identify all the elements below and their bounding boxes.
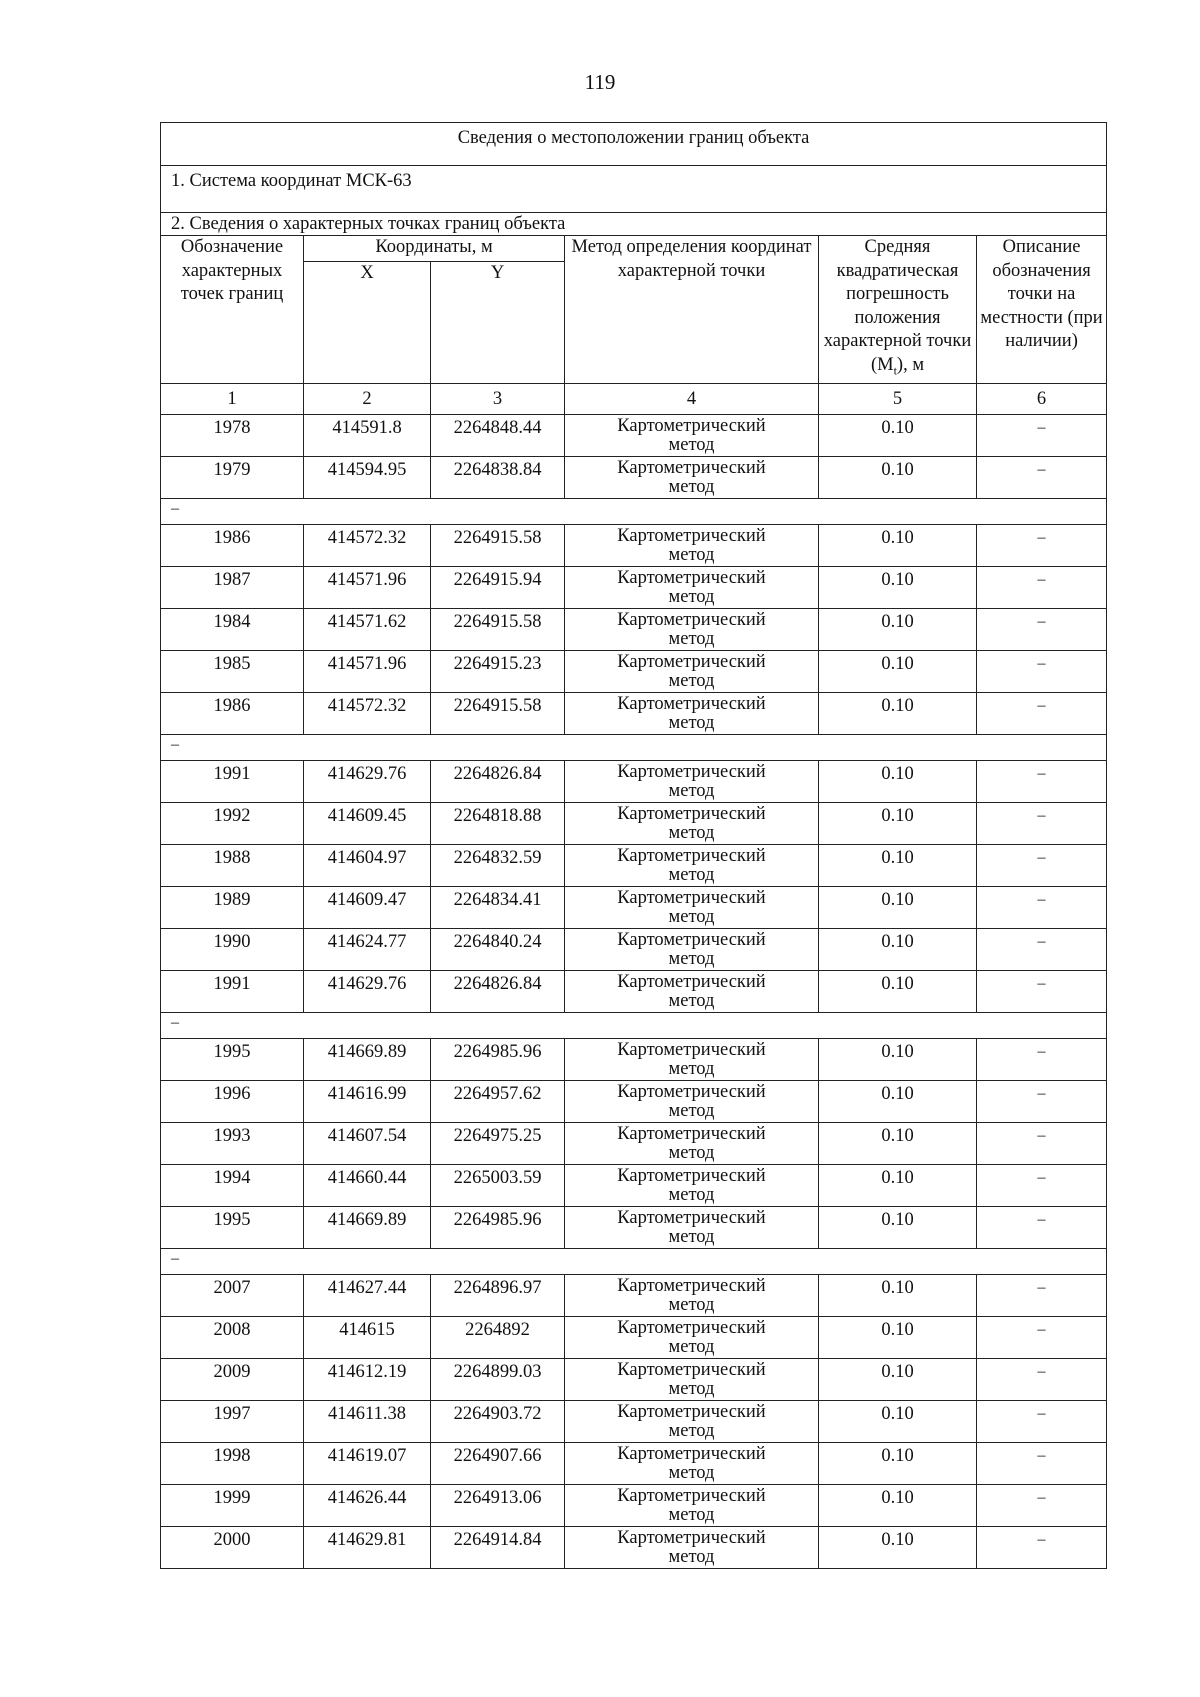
point-id: 1990 bbox=[161, 928, 304, 970]
coord-y: 2264832.59 bbox=[431, 844, 565, 886]
method-line-1: Картометрический bbox=[617, 609, 766, 630]
method-line-1: Картометрический bbox=[617, 1039, 766, 1060]
method-cell bbox=[565, 524, 819, 566]
mean-error: 0.10 bbox=[819, 970, 977, 1012]
coord-y: 2264915.58 bbox=[431, 692, 565, 734]
table-row bbox=[161, 1526, 1107, 1568]
method-line-1: Картометрический bbox=[617, 1401, 766, 1422]
point-id: 1997 bbox=[161, 1400, 304, 1442]
point-description: – bbox=[977, 1274, 1107, 1316]
point-id: 1993 bbox=[161, 1122, 304, 1164]
coord-x: 414626.44 bbox=[304, 1484, 431, 1526]
method-cell bbox=[565, 928, 819, 970]
point-description: – bbox=[977, 802, 1107, 844]
method-line-2: метод bbox=[668, 1378, 715, 1399]
coord-y: 2264915.94 bbox=[431, 566, 565, 608]
coord-x: 414609.47 bbox=[304, 886, 431, 928]
coord-y: 2264903.72 bbox=[431, 1400, 565, 1442]
method-line-2: метод bbox=[668, 780, 715, 801]
method-line-2: метод bbox=[668, 434, 715, 455]
boundary-points-table bbox=[160, 122, 1107, 1569]
point-id: 2000 bbox=[161, 1526, 304, 1568]
method-line-1: Картометрический bbox=[617, 415, 766, 436]
group-separator-row bbox=[161, 1012, 1107, 1038]
point-description: – bbox=[977, 608, 1107, 650]
method-line-2: метод bbox=[668, 628, 715, 649]
method-line-1: Картометрический bbox=[617, 971, 766, 992]
col-number: 3 bbox=[431, 383, 565, 414]
method-cell bbox=[565, 844, 819, 886]
section-heading: 2. Сведения о характерных точках границ объекта bbox=[161, 213, 1107, 236]
method-cell bbox=[565, 456, 819, 498]
table-row bbox=[161, 1038, 1107, 1080]
group-separator: – bbox=[161, 1248, 1107, 1274]
method-line-1: Картометрический bbox=[617, 929, 766, 950]
coord-x: 414571.96 bbox=[304, 566, 431, 608]
mean-error: 0.10 bbox=[819, 692, 977, 734]
point-description: – bbox=[977, 1358, 1107, 1400]
coord-x: 414629.76 bbox=[304, 970, 431, 1012]
mean-error: 0.10 bbox=[819, 1206, 977, 1248]
method-cell bbox=[565, 608, 819, 650]
point-description: – bbox=[977, 692, 1107, 734]
coord-y: 2264848.44 bbox=[431, 414, 565, 456]
method-line-2: метод bbox=[668, 1294, 715, 1315]
coord-x: 414604.97 bbox=[304, 844, 431, 886]
mean-error: 0.10 bbox=[819, 524, 977, 566]
method-line-1: Картометрический bbox=[617, 1443, 766, 1464]
point-description: – bbox=[977, 1080, 1107, 1122]
point-id: 2009 bbox=[161, 1358, 304, 1400]
mean-error: 0.10 bbox=[819, 760, 977, 802]
coord-y: 2264838.84 bbox=[431, 456, 565, 498]
point-description: – bbox=[977, 1122, 1107, 1164]
table-row bbox=[161, 1316, 1107, 1358]
col-number: 6 bbox=[977, 383, 1107, 414]
coord-y: 2264899.03 bbox=[431, 1358, 565, 1400]
header-x: X bbox=[304, 261, 431, 383]
method-cell bbox=[565, 1400, 819, 1442]
method-line-2: метод bbox=[668, 948, 715, 969]
mean-error: 0.10 bbox=[819, 1122, 977, 1164]
point-id: 1996 bbox=[161, 1080, 304, 1122]
method-cell bbox=[565, 1164, 819, 1206]
point-description: – bbox=[977, 928, 1107, 970]
group-separator-row bbox=[161, 734, 1107, 760]
table-row bbox=[161, 1274, 1107, 1316]
mean-error: 0.10 bbox=[819, 456, 977, 498]
col-number: 5 bbox=[819, 383, 977, 414]
coord-y: 2264826.84 bbox=[431, 970, 565, 1012]
method-line-1: Картометрический bbox=[617, 803, 766, 824]
coord-x: 414571.96 bbox=[304, 650, 431, 692]
method-line-2: метод bbox=[668, 670, 715, 691]
method-line-1: Картометрический bbox=[617, 1527, 766, 1548]
method-line-1: Картометрический bbox=[617, 1317, 766, 1338]
table-row bbox=[161, 886, 1107, 928]
coord-y: 2264975.25 bbox=[431, 1122, 565, 1164]
table-row bbox=[161, 760, 1107, 802]
header-point: Обозначение характерных точек границ bbox=[161, 236, 304, 384]
point-id: 1991 bbox=[161, 970, 304, 1012]
method-line-2: метод bbox=[668, 476, 715, 497]
coord-x: 414594.95 bbox=[304, 456, 431, 498]
coord-y: 2264915.58 bbox=[431, 524, 565, 566]
point-description: – bbox=[977, 886, 1107, 928]
coord-y: 2264892 bbox=[431, 1316, 565, 1358]
coord-x: 414615 bbox=[304, 1316, 431, 1358]
coord-x: 414624.77 bbox=[304, 928, 431, 970]
method-line-1: Картометрический bbox=[617, 1165, 766, 1186]
method-cell bbox=[565, 1274, 819, 1316]
table-row bbox=[161, 1400, 1107, 1442]
coord-x: 414609.45 bbox=[304, 802, 431, 844]
header-error-text: Средняя квадратическая погрешность положения характерной точки (M bbox=[823, 237, 972, 375]
point-description: – bbox=[977, 1038, 1107, 1080]
point-description: – bbox=[977, 456, 1107, 498]
mean-error: 0.10 bbox=[819, 1526, 977, 1568]
coord-y: 2264985.96 bbox=[431, 1206, 565, 1248]
mean-error: 0.10 bbox=[819, 1400, 977, 1442]
point-id: 2008 bbox=[161, 1316, 304, 1358]
coord-y: 2265003.59 bbox=[431, 1164, 565, 1206]
point-id: 1995 bbox=[161, 1038, 304, 1080]
coord-y: 2264840.24 bbox=[431, 928, 565, 970]
coord-x: 414660.44 bbox=[304, 1164, 431, 1206]
point-description: – bbox=[977, 760, 1107, 802]
method-line-2: метод bbox=[668, 990, 715, 1011]
table-row bbox=[161, 1080, 1107, 1122]
mean-error: 0.10 bbox=[819, 608, 977, 650]
method-line-1: Картометрический bbox=[617, 567, 766, 588]
method-line-1: Картометрический bbox=[617, 1123, 766, 1144]
method-line-1: Картометрический bbox=[617, 693, 766, 714]
method-cell bbox=[565, 1526, 819, 1568]
point-description: – bbox=[977, 1484, 1107, 1526]
coord-y: 2264915.58 bbox=[431, 608, 565, 650]
method-line-1: Картометрический bbox=[617, 845, 766, 866]
mean-error: 0.10 bbox=[819, 1164, 977, 1206]
header-error-unit: ), м bbox=[896, 354, 925, 375]
mean-error: 0.10 bbox=[819, 802, 977, 844]
point-description: – bbox=[977, 524, 1107, 566]
point-id: 1986 bbox=[161, 692, 304, 734]
coord-x: 414669.89 bbox=[304, 1206, 431, 1248]
method-line-2: метод bbox=[668, 1420, 715, 1441]
point-description: – bbox=[977, 414, 1107, 456]
coord-y: 2264914.84 bbox=[431, 1526, 565, 1568]
table-title: Сведения о местоположении границ объекта bbox=[161, 123, 1107, 166]
mean-error: 0.10 bbox=[819, 1484, 977, 1526]
point-id: 1998 bbox=[161, 1442, 304, 1484]
col-number: 1 bbox=[161, 383, 304, 414]
mean-error: 0.10 bbox=[819, 1316, 977, 1358]
table-row bbox=[161, 414, 1107, 456]
group-separator-row bbox=[161, 1248, 1107, 1274]
method-line-1: Картометрический bbox=[617, 887, 766, 908]
table-row bbox=[161, 456, 1107, 498]
coord-y: 2264985.96 bbox=[431, 1038, 565, 1080]
coord-x: 414629.76 bbox=[304, 760, 431, 802]
table-row bbox=[161, 1122, 1107, 1164]
coord-x: 414571.62 bbox=[304, 608, 431, 650]
point-description: – bbox=[977, 1526, 1107, 1568]
point-id: 1979 bbox=[161, 456, 304, 498]
point-id: 1995 bbox=[161, 1206, 304, 1248]
mean-error: 0.10 bbox=[819, 650, 977, 692]
method-cell bbox=[565, 1080, 819, 1122]
mean-error: 0.10 bbox=[819, 566, 977, 608]
point-description: – bbox=[977, 1400, 1107, 1442]
point-id: 1994 bbox=[161, 1164, 304, 1206]
method-line-2: метод bbox=[668, 906, 715, 927]
mean-error: 0.10 bbox=[819, 1358, 977, 1400]
method-cell bbox=[565, 1358, 819, 1400]
method-line-1: Картометрический bbox=[617, 1081, 766, 1102]
table-row bbox=[161, 970, 1107, 1012]
method-line-1: Картометрический bbox=[617, 651, 766, 672]
method-line-2: метод bbox=[668, 544, 715, 565]
method-line-2: метод bbox=[668, 712, 715, 733]
method-line-1: Картометрический bbox=[617, 525, 766, 546]
coord-x: 414627.44 bbox=[304, 1274, 431, 1316]
mean-error: 0.10 bbox=[819, 844, 977, 886]
mean-error: 0.10 bbox=[819, 1038, 977, 1080]
point-id: 1992 bbox=[161, 802, 304, 844]
point-id: 1985 bbox=[161, 650, 304, 692]
method-line-1: Картометрический bbox=[617, 1485, 766, 1506]
coord-y: 2264896.97 bbox=[431, 1274, 565, 1316]
coord-x: 414629.81 bbox=[304, 1526, 431, 1568]
point-description: – bbox=[977, 844, 1107, 886]
page-number: 119 bbox=[584, 70, 616, 94]
method-cell bbox=[565, 1484, 819, 1526]
method-line-2: метод bbox=[668, 1336, 715, 1357]
point-description: – bbox=[977, 1442, 1107, 1484]
coord-x: 414572.32 bbox=[304, 692, 431, 734]
group-separator: – bbox=[161, 1012, 1107, 1038]
coordinate-system: 1. Система координат МСК-63 bbox=[161, 166, 1107, 213]
group-separator-row bbox=[161, 498, 1107, 524]
point-description: – bbox=[977, 1206, 1107, 1248]
point-description: – bbox=[977, 970, 1107, 1012]
method-cell bbox=[565, 1122, 819, 1164]
coord-x: 414669.89 bbox=[304, 1038, 431, 1080]
method-cell bbox=[565, 886, 819, 928]
header-error-sub: t bbox=[893, 363, 897, 378]
table-row bbox=[161, 844, 1107, 886]
mean-error: 0.10 bbox=[819, 414, 977, 456]
table-row bbox=[161, 1358, 1107, 1400]
mean-error: 0.10 bbox=[819, 886, 977, 928]
coord-x: 414611.38 bbox=[304, 1400, 431, 1442]
group-separator: – bbox=[161, 498, 1107, 524]
method-cell bbox=[565, 760, 819, 802]
table-row bbox=[161, 802, 1107, 844]
coord-y: 2264957.62 bbox=[431, 1080, 565, 1122]
point-description: – bbox=[977, 1164, 1107, 1206]
method-line-1: Картометрический bbox=[617, 1275, 766, 1296]
point-description: – bbox=[977, 1316, 1107, 1358]
method-line-2: метод bbox=[668, 864, 715, 885]
coord-x: 414612.19 bbox=[304, 1358, 431, 1400]
method-cell bbox=[565, 1442, 819, 1484]
coord-x: 414572.32 bbox=[304, 524, 431, 566]
method-line-2: метод bbox=[668, 586, 715, 607]
method-cell bbox=[565, 1206, 819, 1248]
mean-error: 0.10 bbox=[819, 1080, 977, 1122]
method-line-2: метод bbox=[668, 1100, 715, 1121]
method-line-2: метод bbox=[668, 1226, 715, 1247]
point-id: 1991 bbox=[161, 760, 304, 802]
table-row bbox=[161, 1442, 1107, 1484]
method-cell bbox=[565, 566, 819, 608]
header-y: Y bbox=[431, 261, 565, 383]
coord-y: 2264826.84 bbox=[431, 760, 565, 802]
method-line-1: Картометрический bbox=[617, 1359, 766, 1380]
method-cell bbox=[565, 1038, 819, 1080]
method-line-2: метод bbox=[668, 1504, 715, 1525]
method-cell bbox=[565, 802, 819, 844]
coord-x: 414616.99 bbox=[304, 1080, 431, 1122]
method-cell bbox=[565, 1316, 819, 1358]
point-id: 1988 bbox=[161, 844, 304, 886]
point-id: 1989 bbox=[161, 886, 304, 928]
table-row bbox=[161, 692, 1107, 734]
method-cell bbox=[565, 692, 819, 734]
method-cell bbox=[565, 414, 819, 456]
table-row bbox=[161, 928, 1107, 970]
mean-error: 0.10 bbox=[819, 1442, 977, 1484]
mean-error: 0.10 bbox=[819, 928, 977, 970]
table-row bbox=[161, 1484, 1107, 1526]
coord-y: 2264913.06 bbox=[431, 1484, 565, 1526]
method-line-2: метод bbox=[668, 1058, 715, 1079]
table-row bbox=[161, 1164, 1107, 1206]
method-line-2: метод bbox=[668, 1142, 715, 1163]
coord-y: 2264834.41 bbox=[431, 886, 565, 928]
method-line-2: метод bbox=[668, 1462, 715, 1483]
point-description: – bbox=[977, 650, 1107, 692]
method-cell bbox=[565, 650, 819, 692]
method-line-1: Картометрический bbox=[617, 1207, 766, 1228]
method-line-2: метод bbox=[668, 822, 715, 843]
point-id: 1986 bbox=[161, 524, 304, 566]
method-line-1: Картометрический bbox=[617, 457, 766, 478]
point-id: 1978 bbox=[161, 414, 304, 456]
coord-y: 2264907.66 bbox=[431, 1442, 565, 1484]
method-line-2: метод bbox=[668, 1546, 715, 1567]
point-id: 1984 bbox=[161, 608, 304, 650]
point-id: 1999 bbox=[161, 1484, 304, 1526]
header-method: Метод определения координат характерной точки bbox=[565, 236, 819, 384]
header-coords: Координаты, м bbox=[304, 236, 565, 262]
table-row bbox=[161, 524, 1107, 566]
coord-x: 414619.07 bbox=[304, 1442, 431, 1484]
col-number: 4 bbox=[565, 383, 819, 414]
coord-x: 414607.54 bbox=[304, 1122, 431, 1164]
coord-x: 414591.8 bbox=[304, 414, 431, 456]
coord-y: 2264818.88 bbox=[431, 802, 565, 844]
method-line-1: Картометрический bbox=[617, 761, 766, 782]
table-row bbox=[161, 566, 1107, 608]
header-desc: Описание обозначения точки на местности (при наличии) bbox=[977, 236, 1107, 384]
coord-y: 2264915.23 bbox=[431, 650, 565, 692]
table-row bbox=[161, 1206, 1107, 1248]
table-row bbox=[161, 650, 1107, 692]
point-id: 2007 bbox=[161, 1274, 304, 1316]
table-row bbox=[161, 608, 1107, 650]
point-description: – bbox=[977, 566, 1107, 608]
mean-error: 0.10 bbox=[819, 1274, 977, 1316]
col-number: 2 bbox=[304, 383, 431, 414]
header-error bbox=[819, 236, 977, 384]
point-id: 1987 bbox=[161, 566, 304, 608]
method-cell bbox=[565, 970, 819, 1012]
group-separator: – bbox=[161, 734, 1107, 760]
method-line-2: метод bbox=[668, 1184, 715, 1205]
